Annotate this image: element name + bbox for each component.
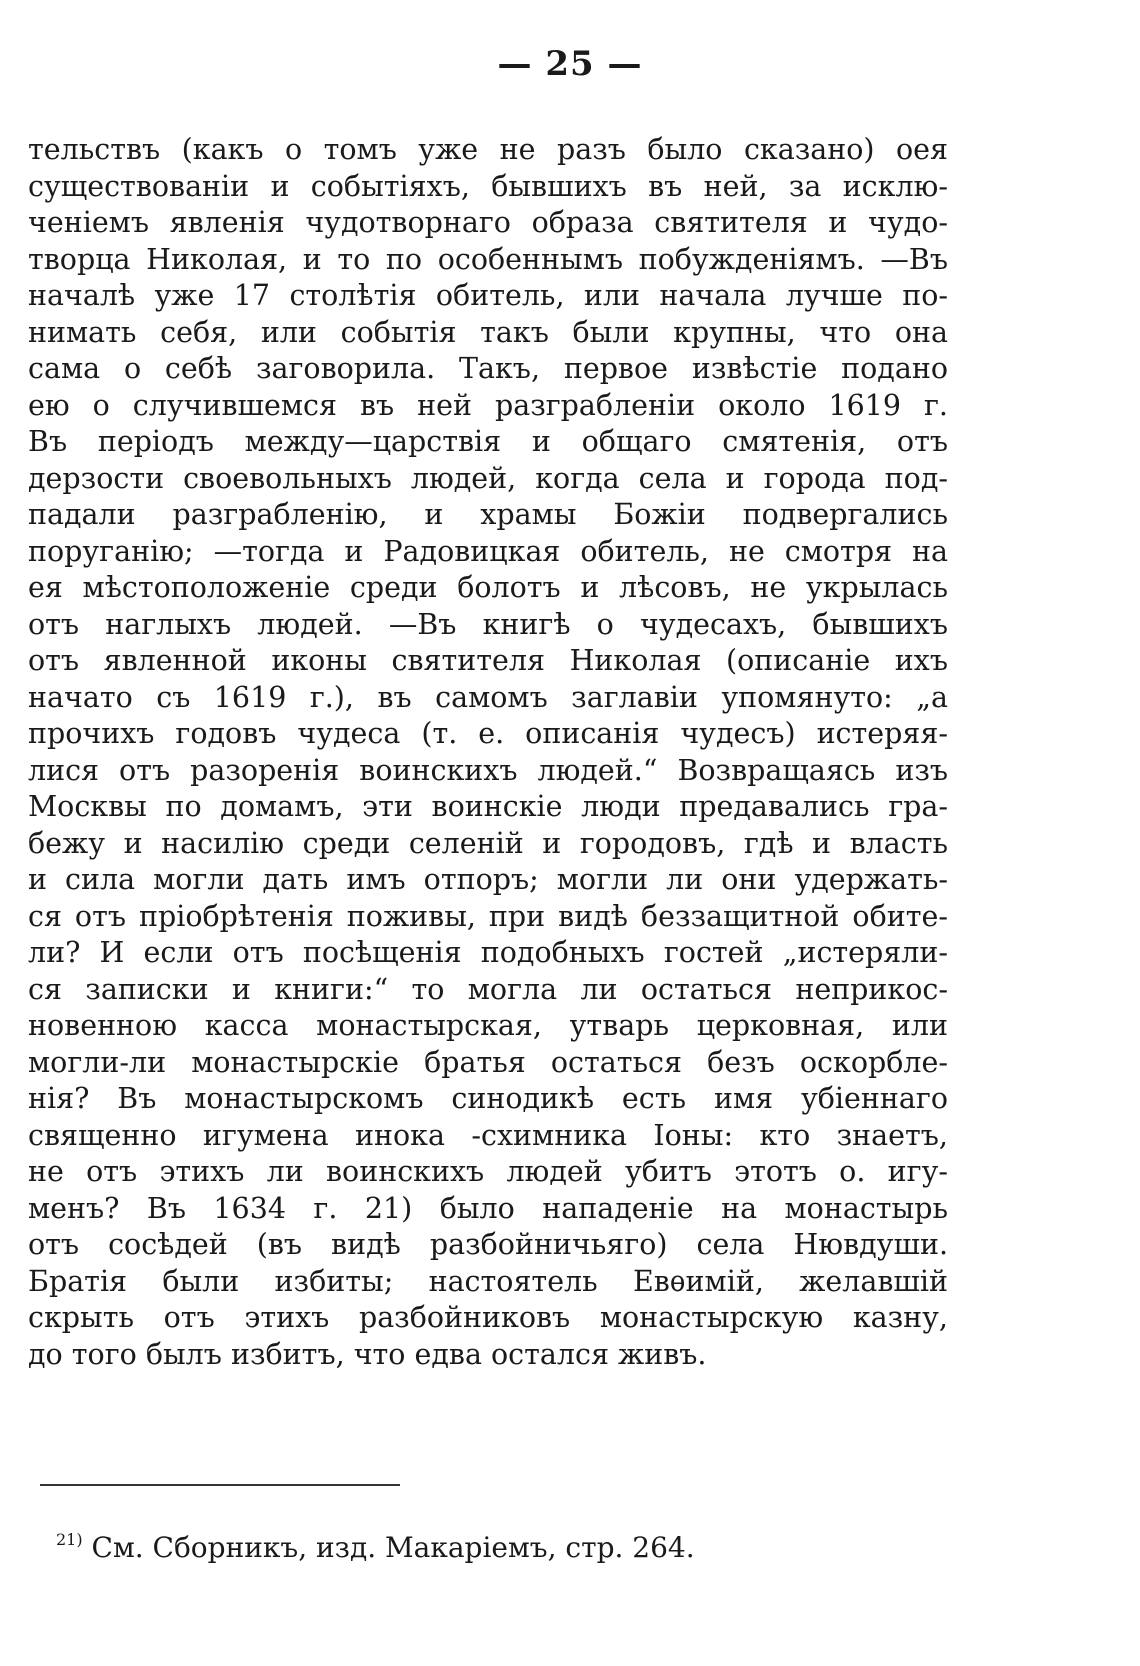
text-line: дерзости своевольныхъ людей, когда села и города под- <box>28 461 948 495</box>
text-line: ею о случившемся въ ней разграбленіи около 1619 г. <box>28 388 948 422</box>
page-number: — 25 — <box>497 44 643 84</box>
footnote-divider <box>40 1484 400 1486</box>
text-line: ченіемъ явленія чудотворнаго образа святителя и чудо- <box>28 206 948 239</box>
text-line: священно игумена инока -схимника Іоны: кто знаетъ, <box>28 1118 948 1152</box>
text-line: прочихъ годовъ чудеса (т. е. описанія чудесъ) истеряя- <box>28 717 948 750</box>
text-line: творца Николая, и то по особеннымъ побужденіямъ. —Въ <box>28 242 948 276</box>
text-line: лися отъ разоренія воинскихъ людей.“ Возвращаясь изъ <box>28 753 948 787</box>
text-line: Братія были избиты; настоятель Евѳимій, желавшій <box>28 1264 948 1298</box>
text-line: падали разграбленію, и храмы Божіи подвергались <box>28 498 948 531</box>
text-line: поруганію; —тогда и Радовицкая обитель, не смотря на <box>28 534 948 568</box>
text-line: нимать себя, или событія такъ были крупны, что она <box>28 315 948 349</box>
text-line: новенною касса монастырская, утварь церковная, или <box>28 1009 948 1042</box>
text-line: не отъ этихъ ли воинскихъ людей убитъ этотъ о. игу- <box>28 1155 948 1188</box>
text-line: ся записки и книги:“ то могла ли остаться неприкос- <box>28 972 948 1006</box>
text-line: отъ наглыхъ людей. —Въ книгѣ о чудесахъ, бывшихъ <box>28 607 948 641</box>
text-line: ся отъ пріобрѣтенія поживы, при видѣ беззащитной обите- <box>28 899 948 933</box>
text-line: нія? Въ монастырскомъ синодикѣ есть имя убіеннаго <box>28 1082 948 1115</box>
text-line: ли? И если отъ посѣщенія подобныхъ гостей „истеряли- <box>28 936 948 969</box>
text-line: Въ періодъ между—царствія и общаго смятенія, отъ <box>28 425 948 458</box>
text-line: менъ? Въ 1634 г. 21) было нападеніе на монастырь <box>28 1191 948 1225</box>
text-line: отъ сосѣдей (въ видѣ разбойничьяго) села Нювдуши. <box>28 1228 948 1261</box>
text-line: отъ явленной иконы святителя Николая (описаніе ихъ <box>28 644 948 677</box>
text-line: и сила могли дать имъ отпоръ; могли ли они удержать- <box>28 863 948 896</box>
footnote <box>56 1530 695 1564</box>
body-text <box>28 132 948 1373</box>
text-line: скрыть отъ этихъ разбойниковъ монастырскую казну, <box>28 1301 948 1334</box>
text-line: начато съ 1619 г.), въ самомъ заглавіи упомянуто: „а <box>28 680 948 714</box>
text-line: ея мѣстоположеніе среди болотъ и лѣсовъ, не укрылась <box>28 571 948 604</box>
text-line: сама о себѣ заговорила. Такъ, первое извѣстіе подано <box>28 352 948 385</box>
footnote-marker: 21) <box>56 1530 83 1549</box>
text-line: тельствъ (какъ о томъ уже не разъ было сказано) оея <box>28 133 948 166</box>
text-line: началѣ уже 17 столѣтія обитель, или начала лучше по- <box>28 279 948 312</box>
text-line: Москвы по домамъ, эти воинскіе люди предавались гра- <box>28 790 948 823</box>
text-line: до того былъ избитъ, что едва остался живъ. <box>28 1337 707 1371</box>
footnote-text: См. Сборникъ, изд. Макаріемъ, стр. 264. <box>91 1531 695 1564</box>
text-line: бежу и насилію среди селеній и городовъ, гдѣ и власть <box>28 826 948 860</box>
text-line: существованіи и событіяхъ, бывшихъ въ ней, за исклю- <box>28 169 948 203</box>
text-line: могли-ли монастырскіе братья остаться безъ оскорбле- <box>28 1045 948 1079</box>
